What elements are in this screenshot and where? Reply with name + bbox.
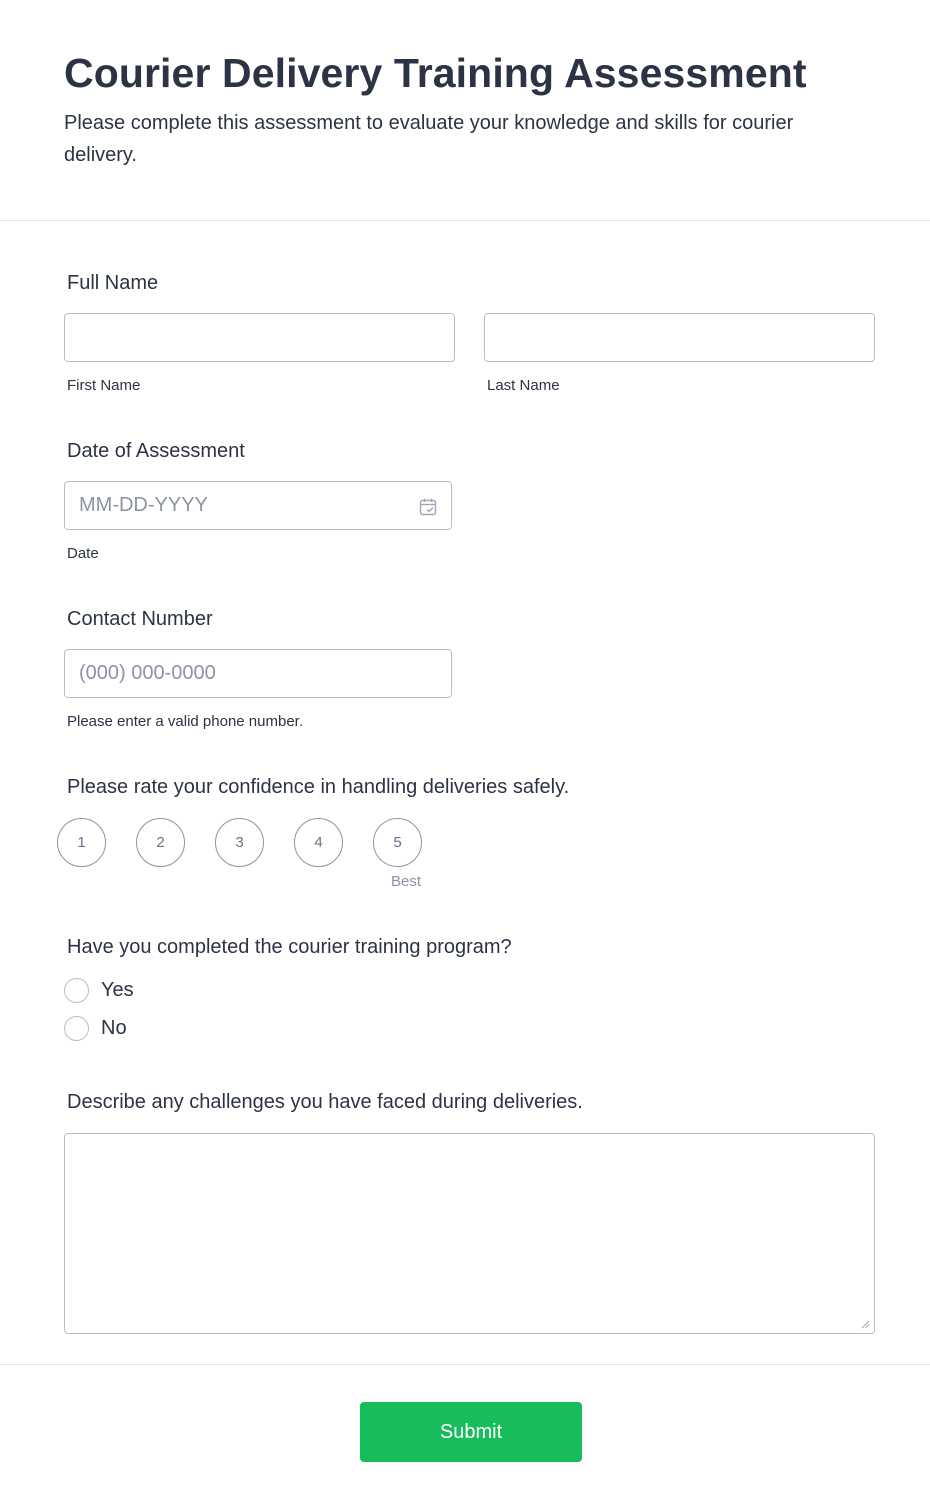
form-subtitle: Please complete this assessment to evaluate your knowledge and skills for courier delivery.	[64, 112, 794, 166]
rating-option-3[interactable]: 3	[215, 818, 264, 867]
date-input[interactable]	[64, 481, 452, 530]
radio-button[interactable]	[64, 1016, 89, 1041]
rating-option-5[interactable]: 5	[373, 818, 422, 867]
form-title: Courier Delivery Training Assessment	[64, 50, 807, 96]
rating-option-4[interactable]: 4	[294, 818, 343, 867]
date-placeholder: MM-DD-YYYY	[79, 494, 208, 516]
training-label: Have you completed the courier training program?	[67, 936, 512, 958]
training-option-no[interactable]	[64, 1016, 127, 1041]
training-option-yes[interactable]	[64, 978, 134, 1003]
radio-button[interactable]	[64, 978, 89, 1003]
phone-sublabel: Please enter a valid phone number.	[67, 713, 303, 730]
last-name-input[interactable]	[484, 313, 875, 362]
phone-input[interactable]	[64, 649, 452, 698]
rating-option-2[interactable]: 2	[136, 818, 185, 867]
form-header	[0, 0, 930, 221]
submit-button[interactable]: Submit	[360, 1402, 582, 1462]
rating-best-label: Best	[391, 873, 422, 890]
date-label: Date of Assessment	[67, 440, 245, 462]
date-sublabel: Date	[67, 545, 99, 562]
rating-label: Please rate your confidence in handling deliveries safely.	[67, 776, 570, 798]
rating-option-1[interactable]: 1	[57, 818, 106, 867]
radio-label-no: No	[101, 1017, 127, 1039]
first-name-input[interactable]	[64, 313, 455, 362]
challenges-label: Describe any challenges you have faced during deliveries.	[67, 1091, 583, 1113]
contact-label: Contact Number	[67, 608, 213, 630]
last-name-sublabel: Last Name	[487, 377, 560, 394]
challenges-textarea[interactable]	[64, 1133, 875, 1334]
full-name-label: Full Name	[67, 272, 159, 294]
calendar-icon[interactable]	[418, 497, 438, 517]
footer-divider	[0, 1364, 930, 1365]
phone-placeholder: (000) 000-0000	[79, 662, 216, 684]
first-name-sublabel: First Name	[67, 377, 141, 394]
radio-label-yes: Yes	[101, 979, 134, 1001]
resize-handle-icon[interactable]	[860, 1319, 870, 1329]
